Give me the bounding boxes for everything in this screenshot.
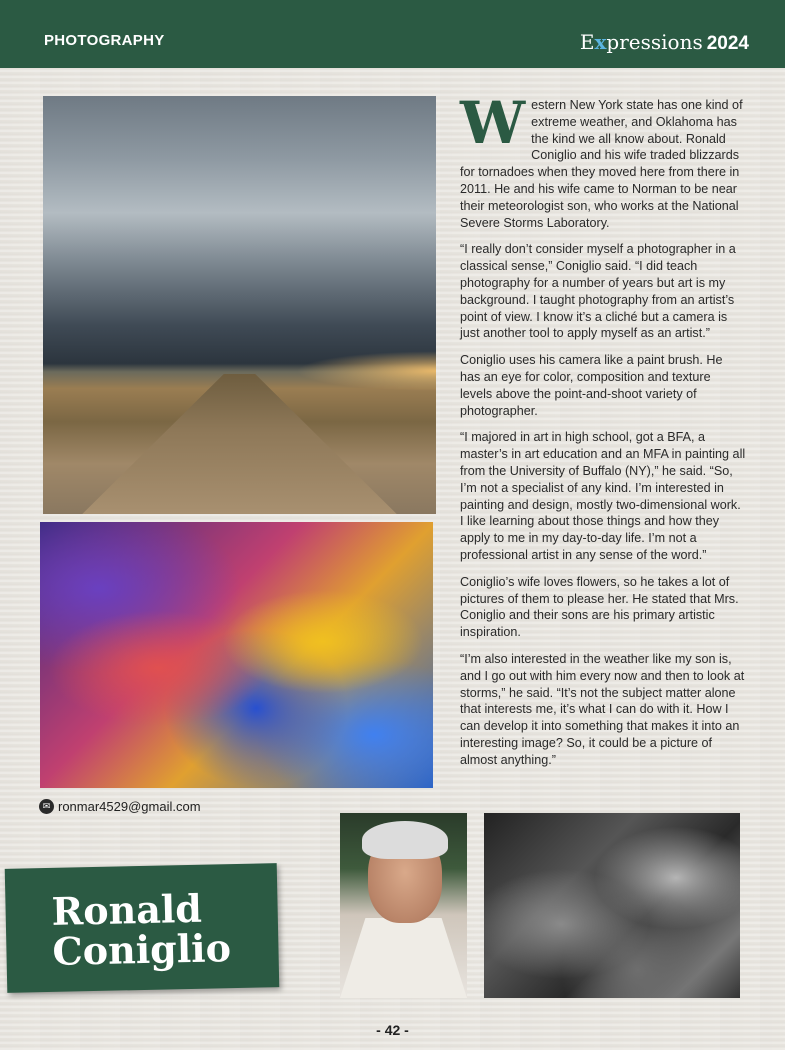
horizon-glow: [296, 351, 436, 391]
article-paragraph-3: Coniglio uses his camera like a paint brush. He has an eye for color, composition and texture levels above the point-and-shoot variety of photographer.: [460, 353, 723, 418]
article-body: [460, 89, 746, 778]
contact-email[interactable]: [39, 799, 201, 814]
artist-name-plate: [5, 863, 280, 993]
envelope-icon: ✉: [39, 799, 54, 814]
brand-x: x: [594, 30, 607, 54]
brand-year: 2024: [706, 33, 749, 54]
header-bar: [0, 0, 785, 68]
artist-last-name: Coniglio: [51, 925, 232, 974]
email-address[interactable]: ronmar4529@gmail.com: [58, 799, 201, 814]
portrait-hair: [362, 821, 448, 859]
magazine-brand: [580, 30, 749, 55]
article-paragraph-1: Western New York state has one kind of extreme weather, and Oklahoma has the kind we all know about. Ronald Coniglio and his wife traded blizzards for tornadoes when they moved here from there in 2011. He and his wife came to Norman to be near their meteorologist son, who works at the National Severe Storms Laboratory.: [460, 89, 743, 230]
hosta-color-photo: [40, 522, 433, 788]
portrait-shirt: [340, 918, 467, 998]
article-paragraph-2: “I really don’t consider myself a photographer in a classical sense,” Coniglio said. “I did teach photography for a number of years but art is my background. I taught photography from an artist’s point of view. I know it’s a cliché but a camera is just another tool to apply myself as an artist.”: [460, 242, 736, 341]
article-paragraph-5: Coniglio’s wife loves flowers, so he takes a lot of pictures of them to please her. He stated that Mrs. Coniglio and their sons are his primary artistic inspiration.: [460, 574, 739, 640]
artist-name: [51, 887, 273, 972]
drop-cap: W: [460, 89, 526, 157]
article-paragraph-6: “I’m also interested in the weather like my son is, and I go out with him every now and then to look at storms,” he said. “It’s not the subject matter alone that interests me, it’s what I can do with it. How I can develop it into something that makes it into an interesting image? So, it could be a picture of almost anything.”: [460, 651, 745, 767]
hosta-bw-photo: [484, 813, 740, 998]
storm-road-photo: [43, 96, 436, 514]
section-label: PHOTOGRAPHY: [44, 32, 165, 49]
brand-suffix: pressions: [606, 30, 703, 54]
page-number: - 42 -: [376, 1022, 409, 1038]
dirt-road: [43, 374, 436, 514]
artist-portrait-photo: [340, 813, 467, 998]
article-paragraph-4: “I majored in art in high school, got a BFA, a master’s in art education and an MFA in painting all from the University of Buffalo (NY),” he said. “So, I’m not a specialist of any kind. I’m interested in painting and design, mostly two-dimensional work. I like learning about those things and how they apply to me in my day-to-day life. I’m not a professional artist in any sense of the word.”: [460, 430, 746, 562]
artist-first-name: Ronald: [51, 885, 203, 934]
brand-prefix: E: [579, 30, 595, 54]
